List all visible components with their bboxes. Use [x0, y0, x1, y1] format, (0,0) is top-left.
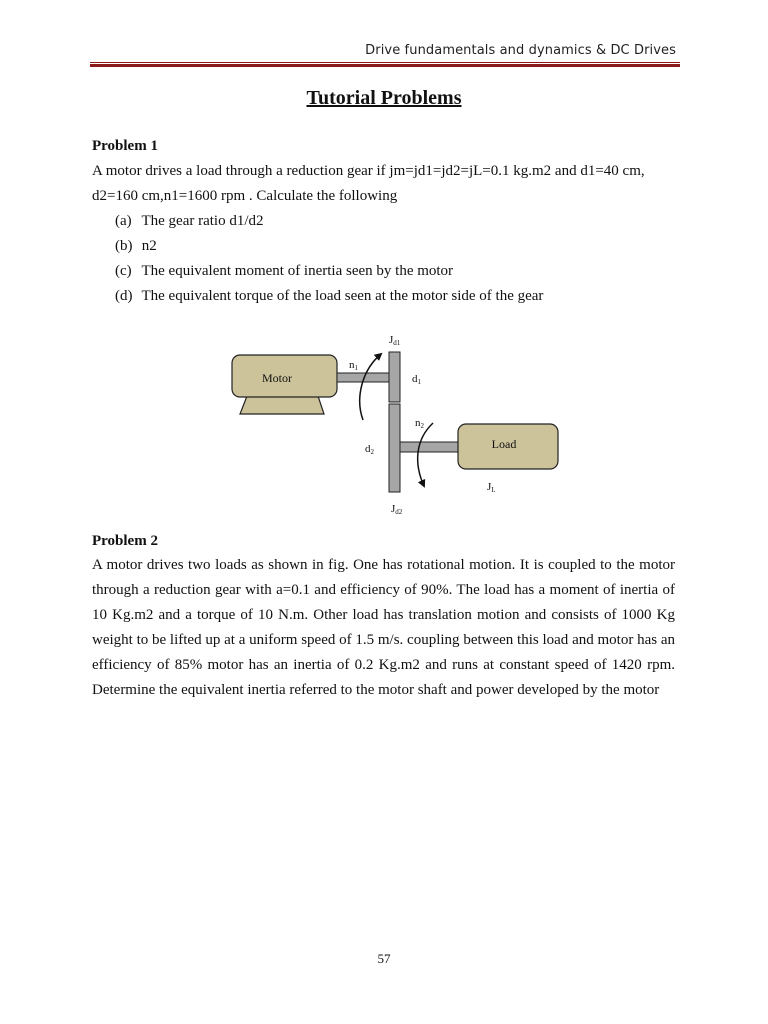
item-text: The equivalent torque of the load seen at the motor side of the gear: [141, 288, 544, 304]
load-label: Load: [491, 437, 517, 451]
n2-label: n2: [415, 417, 424, 430]
jd1-label: Jd1: [389, 334, 401, 347]
item-text: The gear ratio d1/d2: [141, 213, 264, 229]
motor-label: Motor: [262, 371, 292, 385]
problem-2-heading: Problem 2: [92, 533, 158, 549]
problem-2-body: A motor drives two loads as shown in fig. One has rotational motion. It is coupled to the motor through a reduction gear with a=0.1 and efficiency of 90%. The load has a moment of inertia of 10 Kg.m2 and a torque of 10 N.m. Other load has translation motion and consists of 1000 Kg weight to be lifted up at a uniform speed of 1.5 m/s. coupling between this load and motor has an efficiency of 85% motor has an inertia of 0.2 Kg.m2 and runs at constant speed of 1420 rpm. Determine the equivalent inertia referred to the motor shaft and power developed by the motor: [92, 557, 675, 698]
item-label: (a): [115, 213, 132, 229]
item-text: The equivalent moment of inertia seen by the motor: [141, 263, 454, 279]
page-title: Tutorial Problems: [306, 87, 462, 109]
page-number: 57: [377, 951, 391, 966]
problem-1-line-1: A motor drives a load through a reduction gear if jm=jd1=jd2=jL=0.1 kg.m2 and d1=40 cm,: [92, 163, 645, 179]
gear-2: [389, 404, 400, 492]
item-label: (c): [115, 263, 132, 279]
item-text: n2: [141, 238, 157, 254]
n1-label: n1: [349, 359, 358, 372]
item-label: (b): [115, 238, 133, 254]
rotation-arrow-n1: [360, 354, 381, 420]
running-header: Drive fundamentals and dynamics & DC Drives: [365, 43, 676, 58]
jl-label: JL: [487, 481, 496, 494]
jd2-label: Jd2: [391, 503, 403, 516]
item-label: (d): [115, 288, 133, 304]
d1-label: d1: [412, 373, 421, 386]
d2-label: d2: [365, 443, 374, 456]
load-shaft: [400, 442, 459, 452]
problem-1-line-2: d2=160 cm,n1=1600 rpm . Calculate the following: [92, 188, 398, 204]
gear-1: [389, 352, 400, 402]
rotation-arrow-n2: [418, 423, 433, 486]
problem-1-heading: Problem 1: [92, 138, 158, 154]
motor-base: [240, 396, 324, 414]
